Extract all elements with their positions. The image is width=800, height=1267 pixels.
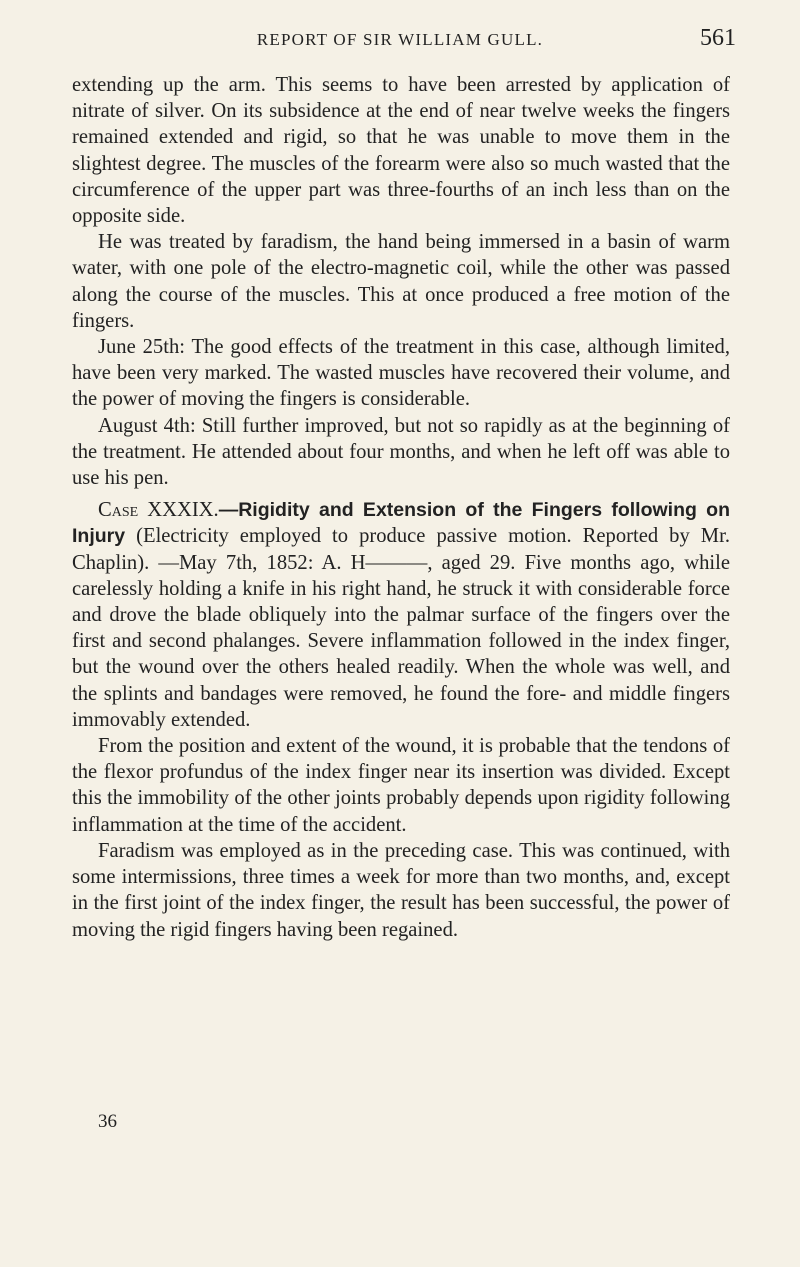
paragraph: June 25th: The good effects of the treatment in this case, although limited, have been very marked. The wasted muscles have recovered their volume, and the power of moving the fingers is considerable.	[72, 336, 730, 411]
case-paragraph	[72, 497, 730, 733]
case-text: (Electricity employed to produce passive motion. Reported by Mr. Chaplin). —May 7th, 1852: A. H———, aged 29. Five months ago, while carelessly holding a knife in his right hand, he struck it with considerable force and drove the blade obliquely into the palmar surface of the fingers over the first and second phalanges. Severe inflammation followed in the index finger, but the wound over the others healed readily. When the whole was well, and the splints and bandages were removed, he found the fore- and middle fingers immovably extended.	[72, 525, 730, 731]
header-title: REPORT OF SIR WILLIAM GULL.	[256, 30, 544, 49]
paragraph: August 4th: Still further improved, but not so rapidly as at the beginning of the treatment. He attended about four months, and when he left off was able to use his pen.	[72, 414, 730, 490]
page-body	[72, 72, 730, 943]
signature-mark: 36	[98, 1111, 117, 1132]
paragraph: extending up the arm. This seems to have been arrested by application of nitrate of silver. On its subsidence at the end of near twelve weeks the fingers remained extended and rigid, so that he was unable to move them in the slightest degree. The muscles of the forearm were also so much wasted that the circumference of the upper part was three-fourths of an inch less than on the opposite side.	[72, 74, 730, 228]
paragraph: Faradism was employed as in the preceding case. This was continued, with some intermissions, three times a week for more than two months, and, except in the first joint of the index finger, the result has been successful, the power of moving the rigid fingers having been regained.	[72, 839, 730, 941]
page-number: 561	[700, 25, 736, 51]
paragraph: From the position and extent of the wound, it is probable that the tendons of the flexor profundus of the index finger near its insertion was divided. Except this the immobility of the other joints probably depends upon rigidity following inflammation at the time of the accident.	[72, 735, 730, 836]
case-title: —Rigidity and Extension of the Fingers following on Injury	[72, 499, 731, 548]
case-label: Case XXXIX.	[98, 499, 219, 522]
paragraph: He was treated by faradism, the hand being immersed in a basin of warm water, with one pole of the electro-magnetic coil, while the other was passed along the course of the muscles. This at once produced a free motion of the fingers.	[72, 231, 730, 332]
